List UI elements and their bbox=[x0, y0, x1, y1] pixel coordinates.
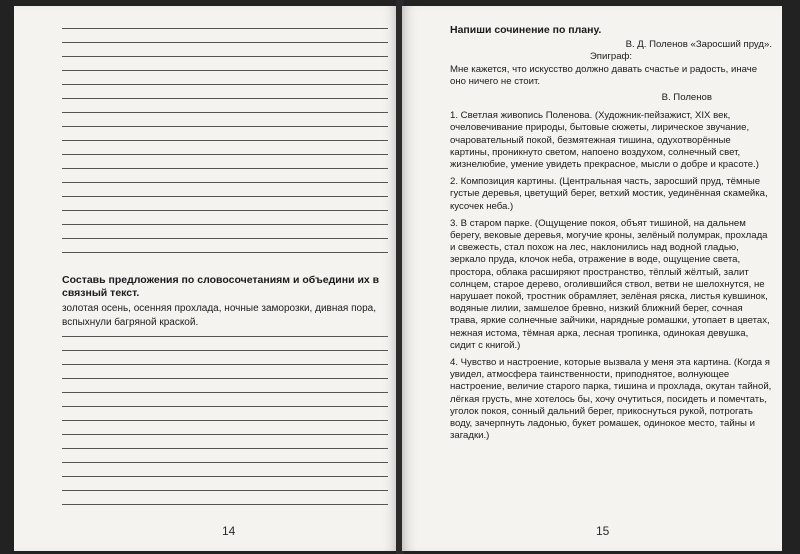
writing-line bbox=[62, 182, 388, 183]
writing-line bbox=[62, 42, 388, 43]
plan-item: 3. В старом парке. (Ощущение покоя, объят тишиной, на дальнем берегу, вековые деревья, могучие кроны, зелёный полумрак, прохлада и свежесть, стал похож на лес, наклонились над водной гладью, зеркало пруда, клочок неба, отражение в воде, ощущение света, простора, облака расширяют пространство, тёплый жёлтый, залит солнцем, старое дерево, оголившийся ствол, ветви не шелохнутся, не нарушает покой, тростник обрамляет, зелёная ряска, листья кувшинок, водяные лилии, замшелое бревно, низкий ближний берег, сочная трава, яркие солнечные зайчики, нарядные ромашки, утопает в цветах, нежная истома, тёмная арка, лесная тропинка, одинокая девушка, сидит с книгой.) bbox=[450, 217, 770, 351]
writing-line bbox=[62, 210, 388, 211]
writing-line bbox=[62, 98, 388, 99]
writing-line bbox=[62, 336, 388, 337]
writing-line bbox=[62, 112, 388, 113]
plan-item: 4. Чувство и настроение, которые вызвала у меня эта картина. (Когда я увидел, атмосфера таинственности, приподнятое, волнующее настроение, величие старого парка, тишина и прохлада, окутан тайной, лёгкая грусть, мне хотелось бы, хочу очутиться, посидеть и помечтать, уголок покоя, сонный дальний берег, прикоснуться рукой, потрогать воду, зачерпнуть ладонью, букет ромашек, одинокое место, тайны и загадки.) bbox=[450, 357, 772, 442]
writing-line bbox=[62, 84, 388, 85]
writing-line bbox=[62, 406, 388, 407]
writing-line bbox=[62, 350, 388, 351]
task-title: Напиши сочинение по плану. bbox=[450, 24, 602, 36]
writing-line bbox=[62, 238, 388, 239]
task-heading: Составь предложения по словосочетаниям и объедини их в связный текст. bbox=[62, 274, 380, 299]
writing-line bbox=[62, 364, 388, 365]
writing-line bbox=[62, 252, 388, 253]
writing-line bbox=[62, 168, 388, 169]
writing-line bbox=[62, 140, 388, 141]
left-page bbox=[14, 6, 398, 551]
page-number: 14 bbox=[222, 524, 236, 538]
plan-item: 1. Светлая живопись Поленова. (Художник-пейзажист, XIX век, очеловечивание природы, бытовые сюжеты, лирическое звучание, очаровательный покой, безмятежная тишина, одухотворённые картины, проникнуто светом, напоено воздухом, солнечный свет, жизнелюбие, умение увидеть прекрасное, мысли о добре и красоте.) bbox=[450, 110, 759, 171]
writing-line bbox=[62, 378, 388, 379]
writing-line bbox=[62, 392, 388, 393]
epigraph-text: Мне кажется, что искусство должно давать счастье и радость, иначе оно ничего не стоит. bbox=[450, 63, 758, 87]
epigraph-label: Эпиграф: bbox=[589, 51, 633, 63]
plan-item: 2. Композиция картины. (Центральная часть, заросший пруд, тёмные густые деревья, цветущий берег, ветхий мостик, уединённая скамейка, кусочек неба.) bbox=[450, 176, 768, 212]
essay-task bbox=[450, 24, 772, 448]
writing-line bbox=[62, 56, 388, 57]
writing-line bbox=[62, 70, 388, 71]
writing-line bbox=[62, 490, 388, 491]
writing-line bbox=[62, 154, 388, 155]
writing-line bbox=[62, 28, 388, 29]
right-page bbox=[402, 6, 782, 551]
writing-line bbox=[62, 448, 388, 449]
painting-title: В. Д. Поленов «Заросший пруд». bbox=[625, 39, 772, 51]
word-list: золотая осень, осенняя прохлада, ночные заморозки, дивная пора, вспыхнули багряной краской. bbox=[62, 303, 376, 328]
writing-line bbox=[62, 196, 388, 197]
epigraph-author: В. Поленов bbox=[661, 92, 712, 104]
writing-line bbox=[62, 462, 388, 463]
page-number: 15 bbox=[596, 524, 610, 538]
writing-line bbox=[62, 420, 388, 421]
writing-line bbox=[62, 476, 388, 477]
writing-line bbox=[62, 126, 388, 127]
writing-line bbox=[62, 504, 388, 505]
writing-line bbox=[62, 224, 388, 225]
writing-line bbox=[62, 434, 388, 435]
